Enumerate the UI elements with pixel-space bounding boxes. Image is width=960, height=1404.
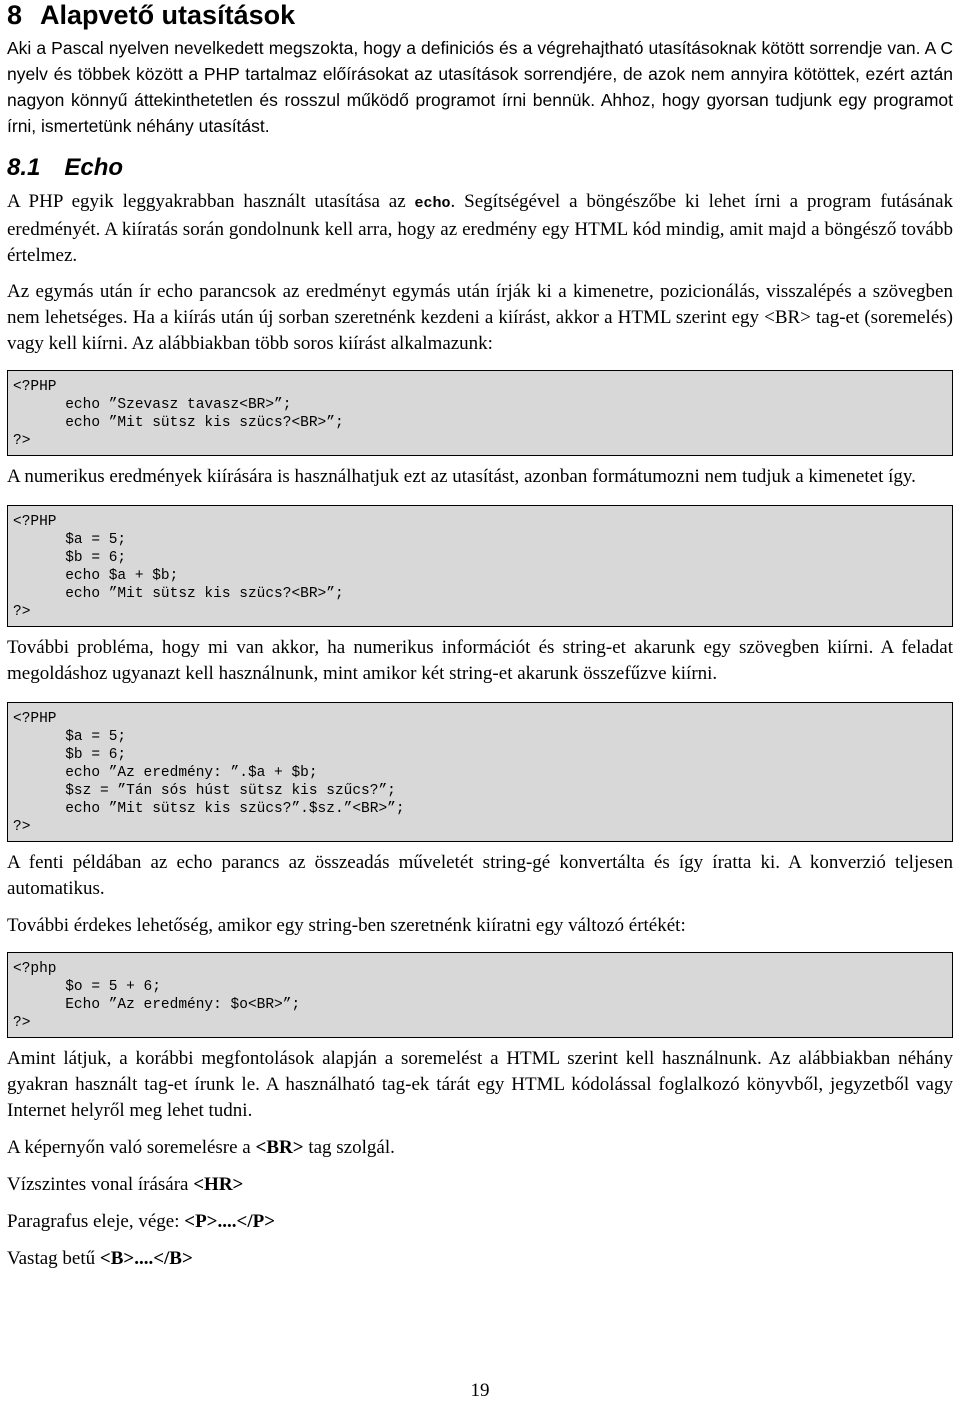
tag-item-text: Vastag betű (7, 1248, 100, 1269)
code-block-3: <?PHP $a = 5; $b = 6; echo ”Az eredmény: ”.$a + $b; $sz = ”Tán sós húst sütsz kis szűcs?”; echo ”Mit sütsz kis szücs?”.$sz.”<BR>”; ?> (7, 702, 953, 842)
code-block-2: <?PHP $a = 5; $b = 6; echo $a + $b; echo ”Mit sütsz kis szücs?<BR>”; ?> (7, 505, 953, 627)
problem-paragraph: További probléma, hogy mi van akkor, ha numerikus információt és string-et akarunk egy szövegben kiírni. A feladat megoldáshoz ugyanazt kell használnunk, mint amikor két string-et akarunk összefűzve kiírni. (7, 637, 953, 684)
tag-item-code: <P>....</P> (184, 1211, 276, 1232)
code-block-1: <?PHP echo ”Szevasz tavasz<BR>”; echo ”Mit sütsz kis szücs?<BR>”; ?> (7, 370, 953, 456)
code-block-4: <?php $o = 5 + 6; Echo ”Az eredmény: $o<BR>”; ?> (7, 952, 953, 1038)
echo-paragraph (7, 189, 953, 269)
tag-item-text: Paragrafus eleje, vége: (7, 1211, 185, 1232)
echo-text-before: A PHP egyik leggyakrabban használt utasítása az (7, 191, 415, 212)
tag-item-text: Vízszintes vonal írására (7, 1174, 194, 1195)
sequence-paragraph: Az egymás után ír echo parancsok az eredményt egymás után írják ki a kimenetre, pozicionálás, visszalépés a szövegben nem lehetséges. Ha a kiírás után új sorban szeretnénk kezdeni a kiírást, akkor a HTML szerint egy <BR> tag-et (soremelés) vagy kell kiírni. Az alábbiakban több soros kiírást alkalmazunk: (7, 281, 953, 354)
numeric-paragraph: A numerikus eredmények kiírására is használhatjuk ezt az utasítást, azonban formátumozni nem tudjuk a kimenetet így. (7, 466, 916, 487)
variable-paragraph: További érdekes lehetőség, amikor egy string-ben szeretnénk kiíratni egy változó értékét: (7, 915, 686, 936)
tag-item-b (7, 1246, 953, 1272)
tag-item-text: A képernyőn való soremelésre a (7, 1137, 256, 1158)
section-title: Alapvető utasítások (40, 0, 296, 30)
section-number: 8 (7, 0, 23, 30)
tag-item-br (7, 1135, 953, 1161)
tag-item-after: tag szolgál. (303, 1137, 395, 1158)
html-paragraph: Amint látjuk, a korábbi megfontolások alapján a soremelést a HTML szerint kell használnunk. Az alábbiakban néhány gyakran használt tag-et írunk le. A használható tag-ek tárát egy HTML kódolással foglalkozó könyvből, jegyzetből vagy Internet helyről meg lehet tudni. (7, 1048, 953, 1121)
conversion-paragraph: A fenti példában az echo parancs az összeadás műveletét string-gé konvertálta és így íratta ki. A konverzió teljesen automatikus. (7, 852, 953, 899)
echo-text-after: . Segítségével a böngészőbe ki lehet írni a program futásának eredményét. A kiíratás során gondolnunk kell arra, hogy az eredmény egy HTML kód mindig, amit majd a böngésző tovább értelmez. (7, 191, 953, 266)
document-page (7, 0, 953, 1272)
tag-item-p (7, 1209, 953, 1235)
section-heading (7, 0, 953, 30)
subsection-number: 8.1 (7, 154, 41, 181)
tag-item-hr (7, 1172, 953, 1198)
subsection-title: Echo (64, 154, 124, 181)
tag-item-code: <BR> (255, 1137, 304, 1158)
tag-item-code: <HR> (193, 1174, 244, 1195)
subsection-heading (7, 153, 953, 183)
intro-paragraph: Aki a Pascal nyelven nevelkedett megszokta, hogy a definiciós és a végrehajtható utasításoknak kötött sorrendje van. A C nyelv és többek között a PHP tartalmaz előírásokat az utasítások sorrendjére, de azok nem annyira kötöttek, ezért aztán nagyon könnyű áttekinthetetlen és rosszul működő programot írni bennük. Ahhoz, hogy gyorsan tudjunk egy programot írni, ismertetünk néhány utasítást. (7, 38, 953, 136)
echo-inline-code: echo (414, 195, 451, 212)
page-number: 19 (470, 1380, 490, 1401)
tag-item-code: <B>....</B> (99, 1248, 193, 1269)
